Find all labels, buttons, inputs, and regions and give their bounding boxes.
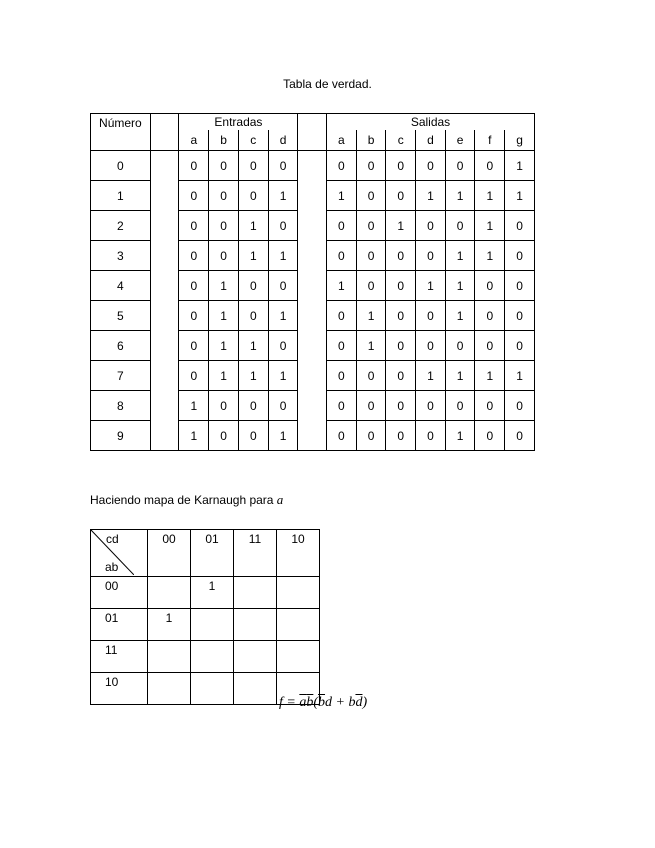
input-cell: 0 (238, 151, 268, 181)
output-cell: 1 (416, 361, 446, 391)
input-cell: 0 (179, 211, 209, 241)
spacer-cell (298, 151, 327, 181)
output-cell: 1 (475, 181, 505, 211)
kmap-col-header: 00 (148, 530, 191, 577)
output-cell: 0 (356, 271, 386, 301)
input-cell: 0 (268, 271, 298, 301)
output-col-header: d (416, 130, 446, 151)
input-cell: 1 (209, 301, 239, 331)
output-cell: 1 (475, 241, 505, 271)
input-col-header: b (209, 130, 239, 151)
input-cell: 0 (179, 241, 209, 271)
output-cell: 1 (505, 151, 535, 181)
numero-cell: 8 (91, 391, 151, 421)
spacer-cell (150, 211, 179, 241)
output-cell: 0 (356, 361, 386, 391)
output-cell: 0 (475, 151, 505, 181)
formula (279, 695, 367, 711)
kmap-corner-cd: cd (106, 532, 119, 546)
kmap-body (91, 577, 320, 705)
input-cell: 1 (238, 241, 268, 271)
page-title: Tabla de verdad. (283, 77, 372, 91)
spacer-cell (298, 114, 327, 131)
formula-d-plus: d + (325, 695, 349, 710)
numero-cell: 3 (91, 241, 151, 271)
kmap-cell (234, 577, 277, 609)
output-cell: 0 (445, 151, 475, 181)
input-cell: 1 (268, 181, 298, 211)
spacer-cell (150, 421, 179, 451)
output-cell: 1 (327, 181, 357, 211)
input-cell: 0 (179, 151, 209, 181)
output-cell: 1 (327, 271, 357, 301)
truth-row (91, 391, 535, 421)
spacer-cell (150, 130, 179, 151)
input-cell: 1 (268, 241, 298, 271)
truth-row (91, 301, 535, 331)
numero-cell: 5 (91, 301, 151, 331)
spacer-cell (150, 151, 179, 181)
input-cell: 0 (238, 301, 268, 331)
output-cell: 0 (445, 391, 475, 421)
spacer-cell (298, 181, 327, 211)
output-cell: 1 (445, 271, 475, 301)
input-col-header: c (238, 130, 268, 151)
spacer-cell (150, 181, 179, 211)
input-cell: 0 (209, 241, 239, 271)
spacer-cell (298, 421, 327, 451)
output-cell: 1 (386, 211, 416, 241)
input-cell: 0 (268, 391, 298, 421)
karnaugh-map (90, 529, 320, 705)
truth-row (91, 331, 535, 361)
kmap-cell (234, 673, 277, 705)
numero-cell: 9 (91, 421, 151, 451)
input-cell: 0 (238, 181, 268, 211)
formula-d-bar: $\overline{d}$ (355, 695, 363, 710)
kmap-row-header: 01 (91, 609, 148, 641)
output-cell: 0 (356, 241, 386, 271)
output-col-header: e (445, 130, 475, 151)
input-cell: 1 (209, 271, 239, 301)
kmap-cell (277, 609, 320, 641)
output-cell: 0 (416, 211, 446, 241)
spacer-cell (298, 361, 327, 391)
input-cell: 1 (209, 331, 239, 361)
input-cell: 0 (179, 301, 209, 331)
input-cell: 1 (268, 361, 298, 391)
input-cell: 0 (268, 151, 298, 181)
kmap-cell (191, 641, 234, 673)
kmap-col-header: 10 (277, 530, 320, 577)
output-cell: 1 (445, 181, 475, 211)
kmap-label-text: Haciendo mapa de Karnaugh para (90, 493, 277, 507)
spacer-cell (298, 331, 327, 361)
formula-b: b (348, 695, 356, 710)
input-cell: 0 (238, 271, 268, 301)
input-cell: 1 (179, 421, 209, 451)
kmap-row-header: 10 (91, 673, 148, 705)
input-cell: 0 (179, 331, 209, 361)
input-cell: 1 (238, 211, 268, 241)
output-col-header: g (505, 130, 535, 151)
input-cell: 0 (209, 151, 239, 181)
output-cell: 1 (356, 301, 386, 331)
kmap-cell (277, 641, 320, 673)
output-cell: 0 (505, 211, 535, 241)
spacer-cell (150, 361, 179, 391)
output-cell: 0 (445, 211, 475, 241)
output-cell: 1 (475, 211, 505, 241)
output-cell: 1 (475, 361, 505, 391)
truth-header-row-1 (91, 114, 535, 131)
kmap-cell (148, 577, 191, 609)
numero-cell: 2 (91, 211, 151, 241)
input-cell: 0 (238, 391, 268, 421)
output-cell: 0 (327, 301, 357, 331)
kmap-row (91, 609, 320, 641)
output-col-header: f (475, 130, 505, 151)
input-cell: 1 (238, 331, 268, 361)
input-cell: 0 (209, 211, 239, 241)
formula-b-bar-2: $\overline{b}$ (318, 695, 326, 710)
input-col-header: d (268, 130, 298, 151)
output-cell: 0 (327, 331, 357, 361)
output-cell: 0 (386, 391, 416, 421)
output-cell: 0 (356, 391, 386, 421)
output-cell: 1 (505, 181, 535, 211)
input-cell: 0 (209, 391, 239, 421)
spacer-cell (150, 331, 179, 361)
spacer-cell (298, 241, 327, 271)
truth-row (91, 211, 535, 241)
kmap-row (91, 577, 320, 609)
input-cell: 1 (238, 361, 268, 391)
output-cell: 0 (416, 421, 446, 451)
salidas-header: Salidas (327, 114, 535, 131)
formula-b-bar: $\overline{b}$ (306, 695, 314, 710)
truth-row (91, 361, 535, 391)
input-cell: 0 (209, 181, 239, 211)
output-cell: 0 (475, 331, 505, 361)
input-cell: 0 (179, 361, 209, 391)
truth-row (91, 421, 535, 451)
output-cell: 0 (475, 391, 505, 421)
truth-header-row-2 (91, 130, 535, 151)
formula-open-paren: ( (313, 695, 319, 710)
input-cell: 0 (268, 211, 298, 241)
kmap-cell (277, 577, 320, 609)
kmap-row (91, 641, 320, 673)
output-cell: 0 (416, 301, 446, 331)
output-cell: 1 (505, 361, 535, 391)
kmap-row-header: 11 (91, 641, 148, 673)
output-cell: 0 (327, 421, 357, 451)
output-cell: 0 (505, 331, 535, 361)
output-cell: 0 (386, 271, 416, 301)
output-cell: 0 (416, 331, 446, 361)
kmap-col-header: 11 (234, 530, 277, 577)
output-cell: 1 (416, 271, 446, 301)
input-cell: 1 (209, 361, 239, 391)
output-col-header: c (386, 130, 416, 151)
input-cell: 0 (209, 421, 239, 451)
input-cell: 0 (238, 421, 268, 451)
spacer-cell (150, 391, 179, 421)
input-cell: 0 (179, 271, 209, 301)
kmap-corner-ab: ab (105, 560, 119, 574)
numero-header: Número (91, 114, 151, 151)
formula-a-bar: $\overline{a}$ (299, 695, 307, 710)
output-cell: 0 (386, 301, 416, 331)
output-cell: 0 (475, 301, 505, 331)
output-cell: 0 (386, 181, 416, 211)
truth-row (91, 271, 535, 301)
output-cell: 0 (327, 391, 357, 421)
kmap-cell (234, 609, 277, 641)
input-cell: 1 (268, 421, 298, 451)
output-cell: 0 (505, 241, 535, 271)
input-cell: 1 (268, 301, 298, 331)
output-cell: 1 (445, 301, 475, 331)
output-cell: 0 (416, 241, 446, 271)
kmap-col-header: 01 (191, 530, 234, 577)
numero-cell: 1 (91, 181, 151, 211)
output-col-header: b (356, 130, 386, 151)
kmap-label-var: a (276, 492, 284, 507)
entradas-header: Entradas (179, 114, 298, 131)
kmap-cell (148, 673, 191, 705)
output-cell: 0 (505, 421, 535, 451)
numero-cell: 0 (91, 151, 151, 181)
numero-cell: 6 (91, 331, 151, 361)
truth-row (91, 181, 535, 211)
truth-table-body (91, 151, 535, 451)
output-cell: 0 (505, 271, 535, 301)
spacer-cell (298, 211, 327, 241)
kmap-label (90, 492, 283, 508)
output-cell: 0 (386, 361, 416, 391)
output-cell: 0 (445, 331, 475, 361)
output-cell: 1 (445, 421, 475, 451)
output-cell: 0 (386, 421, 416, 451)
output-cell: 0 (327, 211, 357, 241)
output-cell: 0 (475, 421, 505, 451)
kmap-cell (191, 609, 234, 641)
output-cell: 0 (386, 331, 416, 361)
spacer-cell (150, 114, 179, 131)
output-col-header: a (327, 130, 357, 151)
output-cell: 0 (356, 181, 386, 211)
input-cell: 0 (179, 181, 209, 211)
output-cell: 0 (505, 301, 535, 331)
output-cell: 0 (416, 151, 446, 181)
input-cell: 1 (179, 391, 209, 421)
numero-cell: 4 (91, 271, 151, 301)
output-cell: 1 (445, 361, 475, 391)
output-cell: 0 (505, 391, 535, 421)
output-cell: 0 (475, 271, 505, 301)
kmap-cell (234, 641, 277, 673)
output-cell: 0 (386, 241, 416, 271)
output-cell: 0 (327, 151, 357, 181)
kmap-cell (148, 641, 191, 673)
output-cell: 0 (327, 241, 357, 271)
input-col-header: a (179, 130, 209, 151)
output-cell: 0 (356, 151, 386, 181)
formula-lhs: f = (279, 695, 300, 710)
spacer-cell (298, 391, 327, 421)
output-cell: 0 (356, 421, 386, 451)
kmap-cell: 1 (148, 609, 191, 641)
kmap-cell (191, 673, 234, 705)
kmap-corner (91, 530, 148, 577)
input-cell: 0 (268, 331, 298, 361)
kmap-cell: 1 (191, 577, 234, 609)
formula-close-paren: ) (362, 695, 368, 710)
spacer-cell (150, 271, 179, 301)
output-cell: 1 (416, 181, 446, 211)
output-cell: 0 (386, 151, 416, 181)
output-cell: 0 (416, 391, 446, 421)
kmap-row-header: 00 (91, 577, 148, 609)
truth-table (90, 113, 535, 451)
kmap-header-row (91, 530, 320, 577)
output-cell: 1 (356, 331, 386, 361)
truth-row (91, 241, 535, 271)
numero-cell: 7 (91, 361, 151, 391)
output-cell: 0 (327, 361, 357, 391)
spacer-cell (298, 130, 327, 151)
output-cell: 0 (356, 211, 386, 241)
truth-row (91, 151, 535, 181)
spacer-cell (298, 301, 327, 331)
spacer-cell (150, 241, 179, 271)
spacer-cell (298, 271, 327, 301)
spacer-cell (150, 301, 179, 331)
output-cell: 1 (445, 241, 475, 271)
